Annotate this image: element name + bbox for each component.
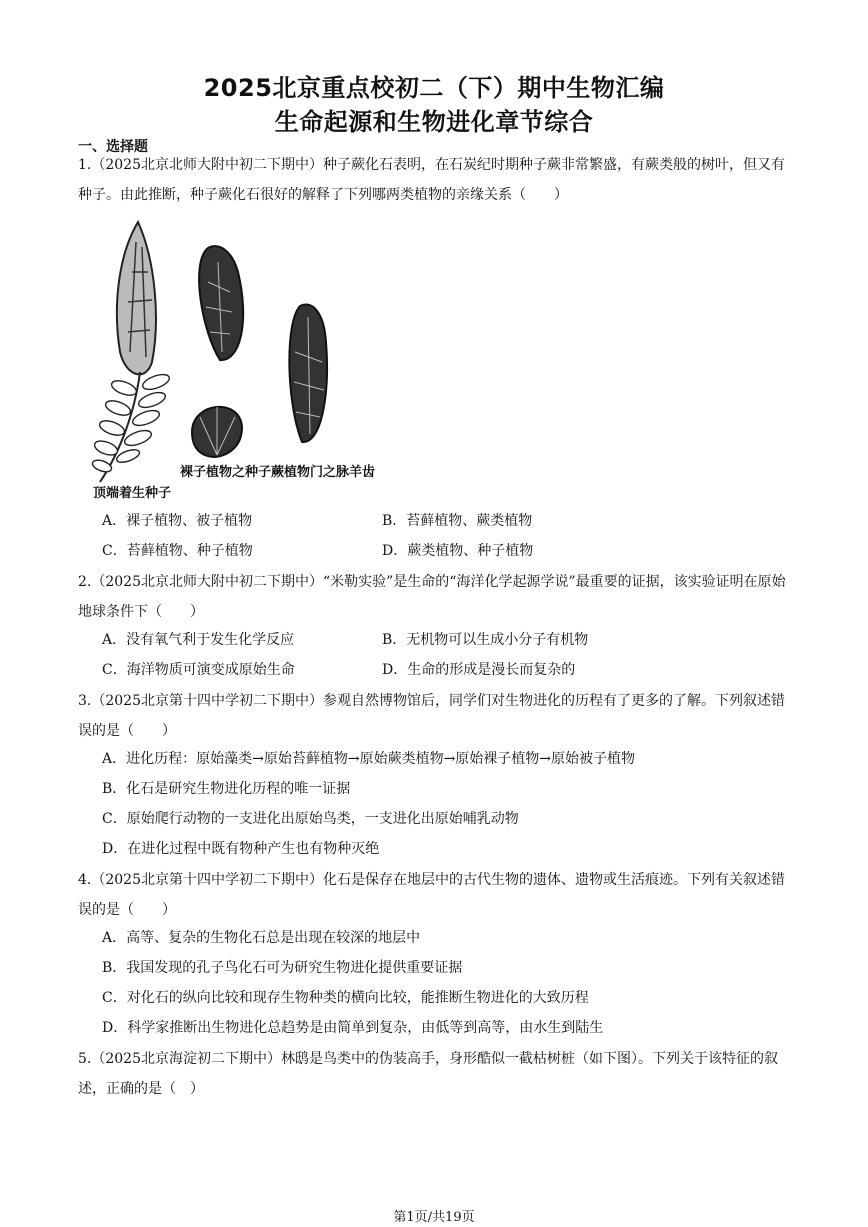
question-2-stem: 2.（2025北京北师大附中初二下期中）“米勒实验”是生命的“海洋化学起源学说”最重要的证据，该实验证明在原始地球条件下（ ） [78, 574, 786, 620]
question-4-option-a: A．高等、复杂的生物化石总是出现在较深的地层中 [102, 930, 421, 946]
question-1-option-a: A．裸子植物、被子植物 [102, 513, 253, 529]
question-2-option-a: A．没有氧气利于发生化学反应 [102, 632, 295, 648]
question-2-option-c: C．海洋物质可演变成原始生命 [102, 662, 295, 678]
question-4-option-d: D．科学家推断出生物进化总趋势是由简单到复杂，由低等到高等，由水生到陆生 [102, 1020, 604, 1036]
document-title: 2025北京重点校初二（下）期中生物汇编 [203, 74, 665, 102]
figure-caption-main: 裸子植物之种子蕨植物门之脉羊齿 [180, 465, 376, 480]
seed-fern-fossil-illustration [90, 212, 400, 502]
question-1-option-d: D．蕨类植物、种子植物 [382, 543, 534, 559]
question-1-option-b: B．苔藓植物、蕨类植物 [382, 513, 533, 529]
question-1-option-c: C．苔藓植物、种子植物 [102, 543, 253, 559]
document-subtitle: 生命起源和生物进化章节综合 [274, 108, 594, 136]
question-4-stem: 4.（2025北京第十四中学初二下期中）化石是保存在地层中的古代生物的遗体、遗物或生活痕迹。下列有关叙述错误的是（ ） [78, 872, 785, 918]
figure-caption-sub: 顶端着生种子 [93, 486, 172, 501]
question-3-option-a: A．进化历程：原始藻类→原始苔藓植物→原始蕨类植物→原始裸子植物→原始被子植物 [102, 751, 636, 767]
page-footer: 第1页/共19页 [393, 1210, 475, 1225]
question-3-option-c: C．原始爬行动物的一支进化出原始鸟类，一支进化出原始哺乳动物 [102, 811, 519, 827]
question-3-stem: 3.（2025北京第十四中学初二下期中）参观自然博物馆后，同学们对生物进化的历程有了更多的了解。下列叙述错误的是（ ） [78, 693, 785, 739]
question-3-option-b: B．化石是研究生物进化历程的唯一证据 [102, 781, 351, 797]
question-2-option-d: D．生命的形成是漫长而复杂的 [382, 662, 576, 678]
question-3-option-d: D．在进化过程中既有物种产生也有物种灭绝 [102, 841, 380, 857]
question-4-option-b: B．我国发现的孔子鸟化石可为研究生物进化提供重要证据 [102, 960, 463, 976]
question-1-stem: 1.（2025北京北师大附中初二下期中）种子蕨化石表明，在石炭纪时期种子蕨非常繁盛，有蕨类般的树叶，但又有种子。由此推断，种子蕨化石很好的解释了下列哪两类植物的亲缘关系（ ） [78, 157, 785, 203]
question-5-stem: 5.（2025北京海淀初二下期中）林鸱是鸟类中的伪装高手，身形酷似一截枯树桩（如下图）。下列关于该特征的叙述，正确的是（ ） [78, 1051, 778, 1097]
question-2-option-b: B．无机物可以生成小分子有机物 [382, 632, 589, 648]
seed-fern-fossil-figure [90, 212, 400, 502]
question-4-option-c: C．对化石的纵向比较和现存生物种类的横向比较，能推断生物进化的大致历程 [102, 990, 589, 1006]
section-heading: 一、选择题 [78, 139, 148, 155]
